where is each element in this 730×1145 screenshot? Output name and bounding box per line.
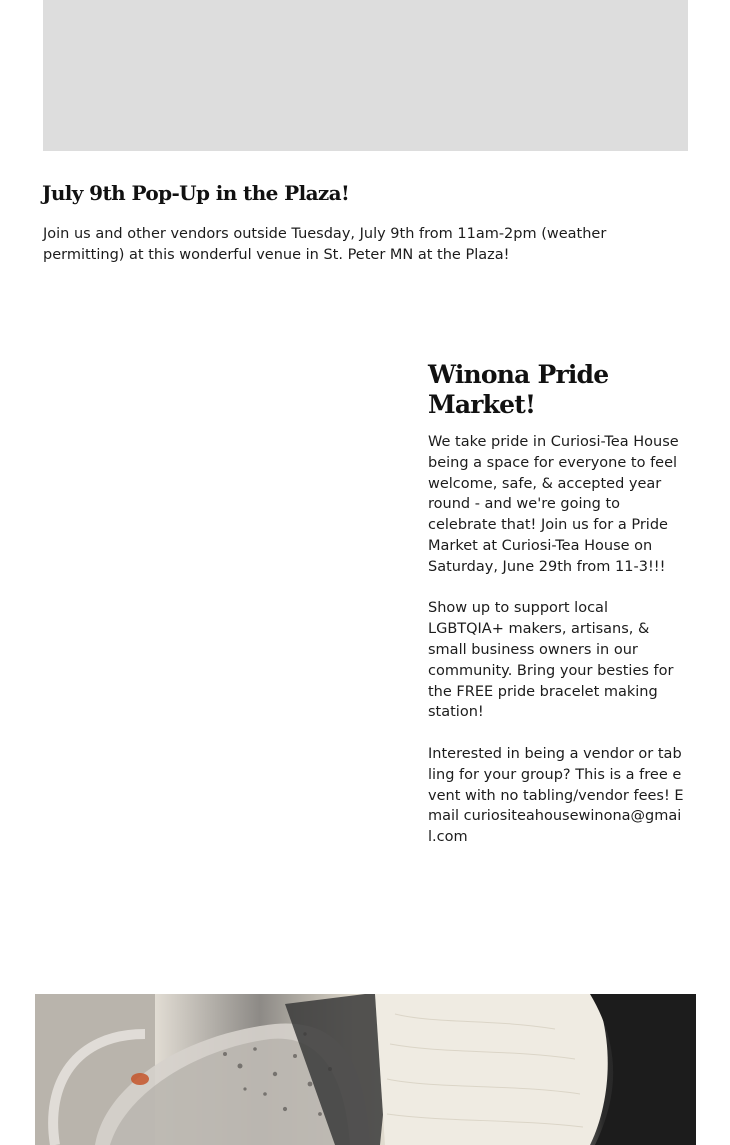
event-image-placeholder [43, 0, 688, 151]
event-paragraph-contact: Interested in being a vendor or tabling for your group? This is a free event with no tabling/vendor fees! Email curiositeahousewinona@gmail.com [428, 745, 684, 846]
tea-pouring-photo [35, 994, 696, 1145]
event-paragraph: We take pride in Curiosi-Tea House being a space for everyone to feel welcome, safe, & accepted year round - and we're going to celebrate that! Join us for a Pride Market at Curiosi-Tea House on Saturday, June 29th from 11-3!!! [428, 434, 679, 575]
event-title-pride: Winona Pride Market! [428, 360, 609, 419]
event-paragraph: Show up to support local LGBTQIA+ makers, artisans, & small business owners in our community. Bring your besties for the FREE pride bracelet making station! [428, 600, 674, 721]
event-title-popup: July 9th Pop-Up in the Plaza! [42, 181, 350, 205]
event-image-pride [43, 360, 398, 900]
event-details-pride [428, 360, 684, 848]
event-description-popup: Join us and other vendors outside Tuesday, July 9th from 11am-2pm (weather permitting) at this wonderful venue in St. Peter MN at the Plaza! [43, 226, 607, 263]
tea-pouring-illustration [35, 994, 696, 1145]
